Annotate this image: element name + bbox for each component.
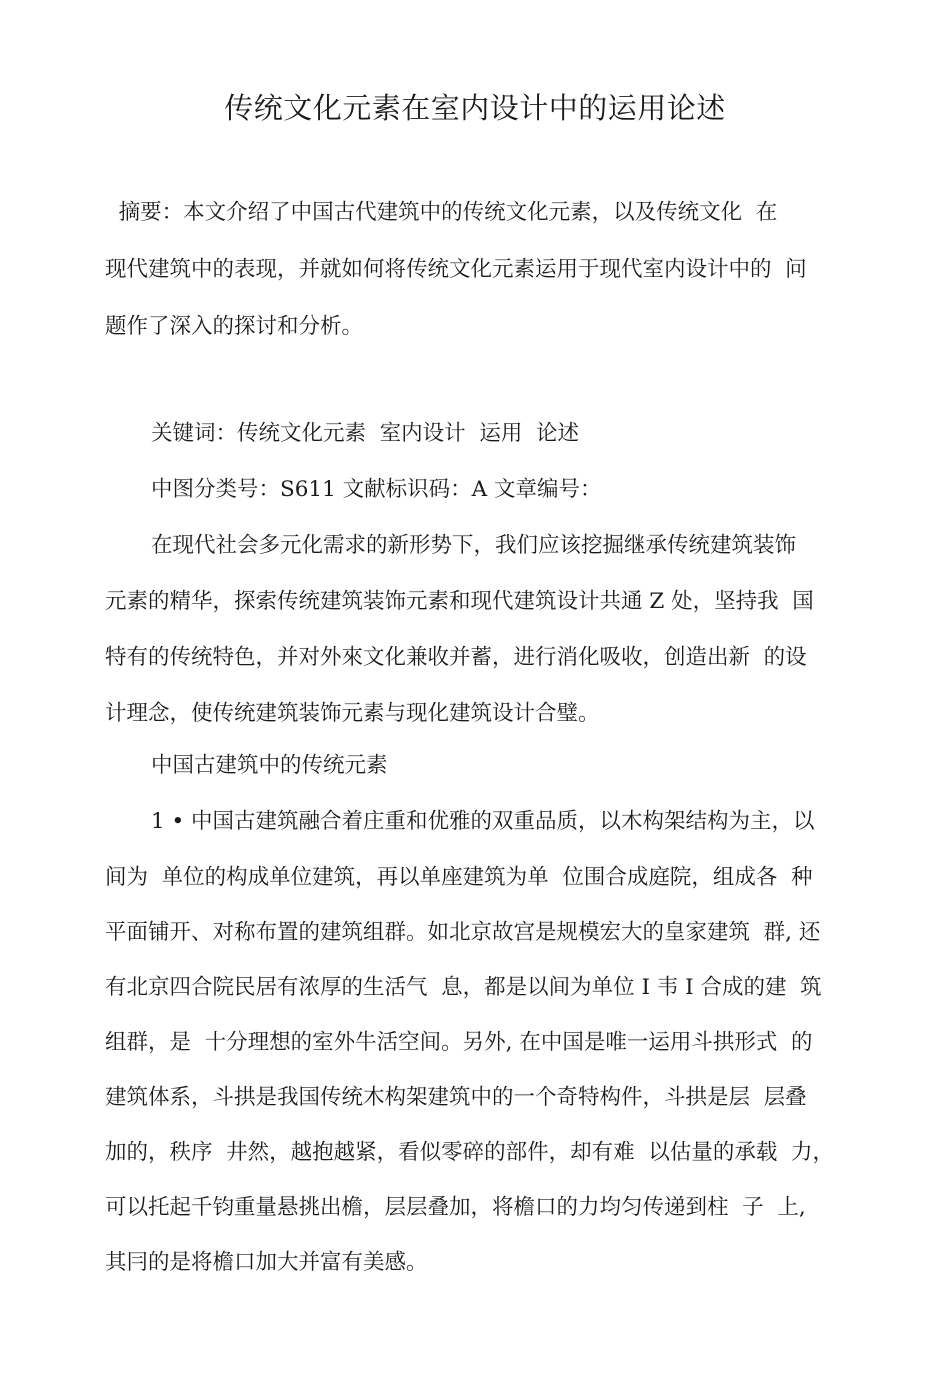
classification-line: 中图分类号：S611 文献标识码：A 文章编号：	[151, 477, 602, 502]
body-line: 间为 单位的构成单位建筑，再以单座建筑为单 位围合成庭院，组成各 种	[105, 865, 813, 890]
section-heading: 中国古建筑中的传统元素	[151, 753, 388, 778]
abstract-line: 摘要：本文介绍了中国古代建筑中的传统文化元素，以及传统文化 在	[105, 200, 778, 225]
intro-line: 特有的传统特色，并对外來文化兼收并蓄，进行消化吸收，创造出新 的设	[105, 645, 807, 670]
abstract-line: 现代建筑中的表现，并就如何将传统文化元素运用于现代室内设计中的 问	[105, 257, 807, 282]
body-line: 组群，是 十分理想的室外牛活空间。另外, 在中国是唯一运用斗拱形式 的	[105, 1030, 813, 1055]
body-line: 建筑体系，斗拱是我国传统木构架建筑中的一个奇特构件，斗拱是层 层叠	[105, 1085, 807, 1110]
body-line: 可以托起千钧重量悬挑出檐，层层叠加，将檐口的力均匀传递到柱 子 上,	[105, 1195, 806, 1220]
intro-line: 计理念，使传统建筑装饰元素与现化建筑设计合璧。	[105, 701, 600, 726]
body-line: 1 • 中国古建筑融合着庄重和优雅的双重品质，以木构架结构为主，以	[151, 809, 815, 834]
intro-line: 在现代社会多元化需求的新形势下，我们应该挖掘继承传统建筑装饰	[151, 533, 797, 558]
body-line: 加的，秩序 井然，越抱越紧，看似零碎的部件，却有难 以估量的承载 力，	[105, 1140, 835, 1165]
intro-line: 元素的精华，探索传统建筑装饰元素和现代建筑设计共通 Z 处，坚持我 国	[105, 589, 814, 614]
body-line: 平面铺开、对称布置的建筑组群。如北京故宫是规模宏大的皇家建筑 群, 还	[105, 920, 821, 945]
body-line: 其冃的是将檐口加大并富有美感。	[105, 1250, 428, 1275]
body-line: 有北京四合院民居有浓厚的生活气 息，都是以间为单位 I 韦 I 合成的建 筑	[105, 975, 822, 1000]
document-title: 传统文化元素在室内设计中的运用论述	[224, 91, 726, 125]
abstract-line: 题作了深入的探讨和分析。	[105, 314, 364, 339]
keywords-line: 关键词：传统文化元素 室内设计 运用 论述	[151, 421, 580, 446]
